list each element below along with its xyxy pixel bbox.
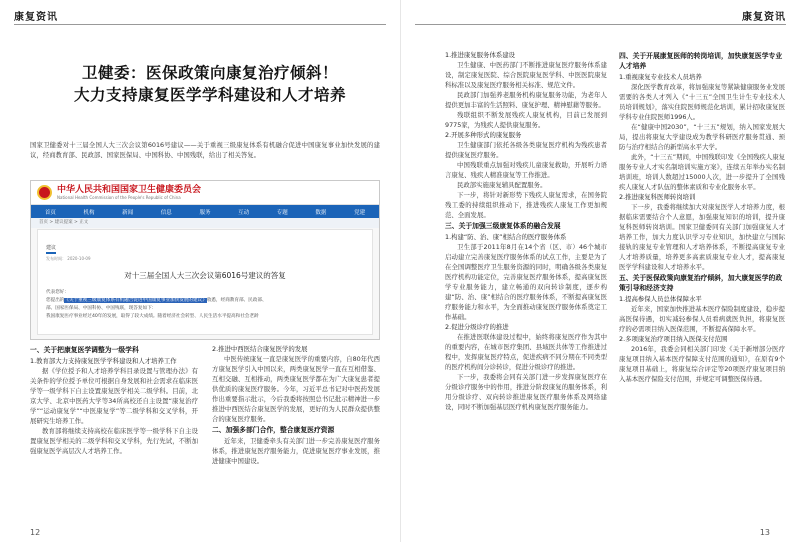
site-nav-item: 新闻: [122, 209, 134, 216]
page-number-right: 13: [759, 528, 770, 537]
site-nav-item: 机构: [83, 209, 95, 216]
paragraph: 民政部门加强养老服务机构康复服务功能，为老年人提供更加丰富的生活照料、康复护理、精神慰藉等服务。: [445, 91, 607, 109]
section-heading: 四、关于开展康复医师的转岗培训，加快康复医学专业人才培养: [619, 52, 783, 70]
sub-heading: 1.重视康复专业技术人员培养: [619, 73, 702, 81]
site-doc-text: 收悉，经商教育部、民政部、: [206, 298, 267, 303]
site-nav-item: 互动: [238, 209, 250, 216]
sub-heading: 2.推进中西医结合康复医学的发展: [212, 345, 308, 353]
paragraph: 近年来，国家加快推进基本医疗保险制度建设，稳步提高医保待遇，切实减轻参保人员看病就医负担，将康复医疗的必需项目纳入医保范围，不断提高保障水平。: [619, 305, 785, 333]
paragraph: 卫生健康部门依托各级各类康复医疗机构为残疾患者提供康复医疗服务。: [445, 141, 607, 159]
sub-heading: 1.提高参保人员总体保障水平: [619, 295, 702, 303]
left-column-1: [30, 344, 198, 456]
site-doc-text: 您提出的: [46, 298, 65, 303]
title-line-1: 卫健委：医保政策向康复治疗倾斜！: [81, 64, 338, 82]
sub-heading: 2.多项康复治疗项目纳入医保支付范围: [619, 335, 728, 343]
paragraph: 此外，“十三五”期间，中国残联印发《全国残疾人康复服务专业人才实名制培训实施方案》，连续五年举办实名制培训班，培训人数超过15000人次，进一步提升了全国残疾人康复人才队伍的整体素质和专业化服务水平。: [619, 153, 785, 191]
intro-paragraph: 国家卫健委对十三届全国人大三次会议第6016号建议——关于重视三级康复体系有机融合促进中国康复事业加快发展的建议，经商教育部、民政部、国家医保局、中国科协、中国残联，给出了相关答复。: [30, 141, 380, 159]
running-head-right: 康复资讯: [742, 12, 786, 23]
page-number-left: 12: [30, 528, 41, 537]
article-title: [40, 62, 380, 106]
site-name-zh: 中华人民共和国国家卫生健康委员会: [57, 185, 202, 195]
paragraph: 2016年，我委会同相关部门印发《关于新增部分医疗康复项目纳入基本医疗保障支付范围的通知》，在原有9个康复项目基础上，将康复综合评定等20项医疗康复项目纳入基本医疗保险支付范围，并规定可调整医保待遇。: [619, 345, 785, 383]
site-nav-item: 数据: [315, 209, 327, 216]
site-nav-item: 党建: [354, 209, 366, 216]
running-head-left: 康复资讯: [14, 12, 58, 23]
section-heading: 五、关于医保政策向康复治疗倾斜，加大康复医学的政策引导和经济支持: [619, 274, 783, 292]
paragraph: 卫生健康、中医药部门不断推进康复医疗服务体系建设，制定康复医院、综合医院康复医学科、中医医院康复科标准以及康复医疗服务相关标准、规范文件。: [445, 61, 607, 89]
paragraph: 中国残联重点加强对残疾儿童康复救助，开展听力语言康复、残疾人精准康复等工作推进。: [445, 161, 607, 179]
sub-heading: 1.构建“防、治、康”相结合的医疗服务体系: [445, 233, 567, 241]
paragraph: 据《学位授予和人才培养学科目录设置与管理办法》有关条件的学位授予单位可根据自身发展和社会需求在临床医学等一级学科下自主设置康复医学相关二级学科。目前，北京大学、北京中医药大学等34所高校还自主设置“康复治疗学”“运动康复学”“中医康复学”等二级学科和交叉学科，开展研究生培养工作。: [30, 367, 198, 425]
paragraph: 中医传统康复一直是康复医学的重要内容，自80年代西方康复医学引入中国以来，两类康复医学一直在互相借鉴、互相交融、互相推动，两类康复医学都在为广大康复患者提供优质的康复医疗服务。今年，习近平总书记对中医药发展作出重要指示批示，今后我委将按照总书记批示精神进一步推进中西医结合康复医学的发展，更好的为人民群众提供整合的康复医疗服务。: [212, 355, 380, 423]
right-page: [400, 0, 800, 542]
paragraph: 下一步，我委将会同有关部门进一步发挥康复医疗在分级诊疗服务中的作用，推进分阶段康复的服务体系，利用分级诊疗、双向转诊推进康复医疗服务体系及网络建设，同时不断加强基层医疗机构康复医疗服务能力。: [445, 373, 607, 411]
site-nav-item: 首页: [44, 209, 56, 216]
paragraph: 下一步，我委将继续加大对康复医学人才培养力度，根据临床需要结合个人意愿，加强康复知识的培训，提升康复科医师转岗培训。国家卫健委同有关部门加强康复人才培养工作，加大力度认识学习专业知识，加快建立与国际接轨的康复专业管理和人才培养体系，不断提高康复专业人才培养质量，培养更多高素质康复专业人才，提高康复医学学科建设和人才培养水平。: [619, 203, 785, 271]
site-doc-addressee: 代表您好：: [46, 290, 69, 295]
title-line-2: 大力支持康复医学学科建设和人才培养: [73, 86, 346, 104]
paragraph: 深化医学教育改革，将加强康复等紧缺健康服务业发展需要的各类人才列入《“十三五”全国卫生计生专业技术人员培训规划》，落实住院医师规范化培训，累计招收康复医学科专业住院医师1996人。: [619, 83, 785, 121]
header-rule: [14, 24, 386, 25]
right-column-1: [445, 50, 607, 412]
left-column-2: [212, 344, 380, 466]
sub-heading: 2.促进分级诊疗的推进: [445, 323, 509, 331]
site-nav: [31, 205, 379, 218]
site-doc-title: 对十三届全国人大三次会议第6016号建议的答复: [124, 271, 286, 280]
paragraph: 下一步，将针对新形势下残疾人康复需求，在国务院残工委的持续组织推动下，推进残疾人康复工作更加规范、全面发展。: [445, 191, 607, 219]
section-heading: 三、关于加强三级康复体系的融合发展: [445, 222, 561, 230]
header-rule: [415, 24, 786, 25]
paragraph: 民政部实施康复辅具配置服务。: [457, 181, 547, 189]
sub-heading: 1.推进康复服务体系建设: [445, 51, 516, 59]
site-doc-line-1: [46, 297, 364, 305]
site-nav-item: 专题: [276, 209, 288, 216]
section-heading: 二、加强多部门合作，整合康复医疗资源: [212, 426, 335, 434]
site-doc-line-2: 部、国家医保局、中国科协、中国残联，现答复如下：: [46, 306, 157, 311]
site-name-en: National Health Commission of the People's Republic of China: [57, 195, 181, 200]
right-column-2: [619, 50, 785, 384]
sub-heading: 2.开展多种形式的康复服务: [445, 131, 522, 139]
highlighted-proposal-title: 《关于重视三级康复体系有机融合促进中国康复事业加快发展的建议》: [64, 298, 207, 303]
site-doc-line-3: 我国康复医疗事业经过40年的发展，取得了较大成绩。随着经济社会转型、人民生活水平提高和社会老龄: [46, 314, 259, 319]
site-header: [31, 181, 379, 205]
paragraph: 在“健康中国2030”，“十三五”规划，纳入国家发展大局，提出将康复大学建设成为教学科研医疗服务贯通、预防与治疗相结合的新型高水平大学。: [619, 123, 785, 151]
national-emblem-icon: [37, 185, 52, 200]
site-publish-date: 发布时间： 2020-10-09: [46, 256, 91, 261]
site-tab-label: 建议: [46, 244, 56, 254]
section-heading: 一、关于把康复医学调整为一级学科: [30, 346, 139, 354]
paragraph: 教育部将继续支持高校在临床医学等一级学科下自主设置康复医学相关的二级学科和交叉学科，先行先试，不断加强康复医学高层次人才培养工作。: [30, 427, 198, 455]
site-nav-item: 信息: [160, 209, 172, 216]
site-breadcrumb: 首页 > 建议提案 > 正文: [31, 218, 379, 228]
website-screenshot: [30, 180, 380, 340]
site-nav-item: 服务: [199, 209, 211, 216]
paragraph: 残联组织不断发展残疾人康复机构，目前已发展到9775家，为残疾人提供康复服务。: [445, 111, 607, 129]
paragraph: 在推进医联体建设过程中，始终将康复医疗作为其中的重要内容，在城市医疗集团、县域医共体等工作推进过程中，发挥康复医疗特点，促进疾病不同分期在不同类型的医疗机构间分诊转诊，促进分级诊疗的推进。: [445, 333, 607, 371]
sub-heading: 2.推进康复科医师转岗培训: [619, 193, 696, 201]
site-content: [37, 229, 373, 335]
paragraph: 近年来，卫健委牵头有关部门进一步完善康复医疗服务体系，推进康复医疗服务能力，促进康复医疗事业发展，推进健康中国建设。: [212, 437, 380, 465]
paragraph: 卫生部于2011年8月在14个省（区、市）46个城市启动建立完善康复医疗服务体系的试点工作，主要是为了在全国调整医疗卫生服务资源的同时，明确各级各类康复医疗机构功能定位，完善康复医疗服务体系，提高康复医学专业服务能力，建立畅通的双向转诊制度，逐步构建“防、治、康”相结合的医疗服务体系，不断提高康复医疗服务能力和水平，为全面推动康复医疗服务体系奠定工作基础。: [445, 243, 607, 321]
sub-heading: 1.教育部大力支持康复医学学科建设和人才培养工作: [30, 357, 177, 365]
